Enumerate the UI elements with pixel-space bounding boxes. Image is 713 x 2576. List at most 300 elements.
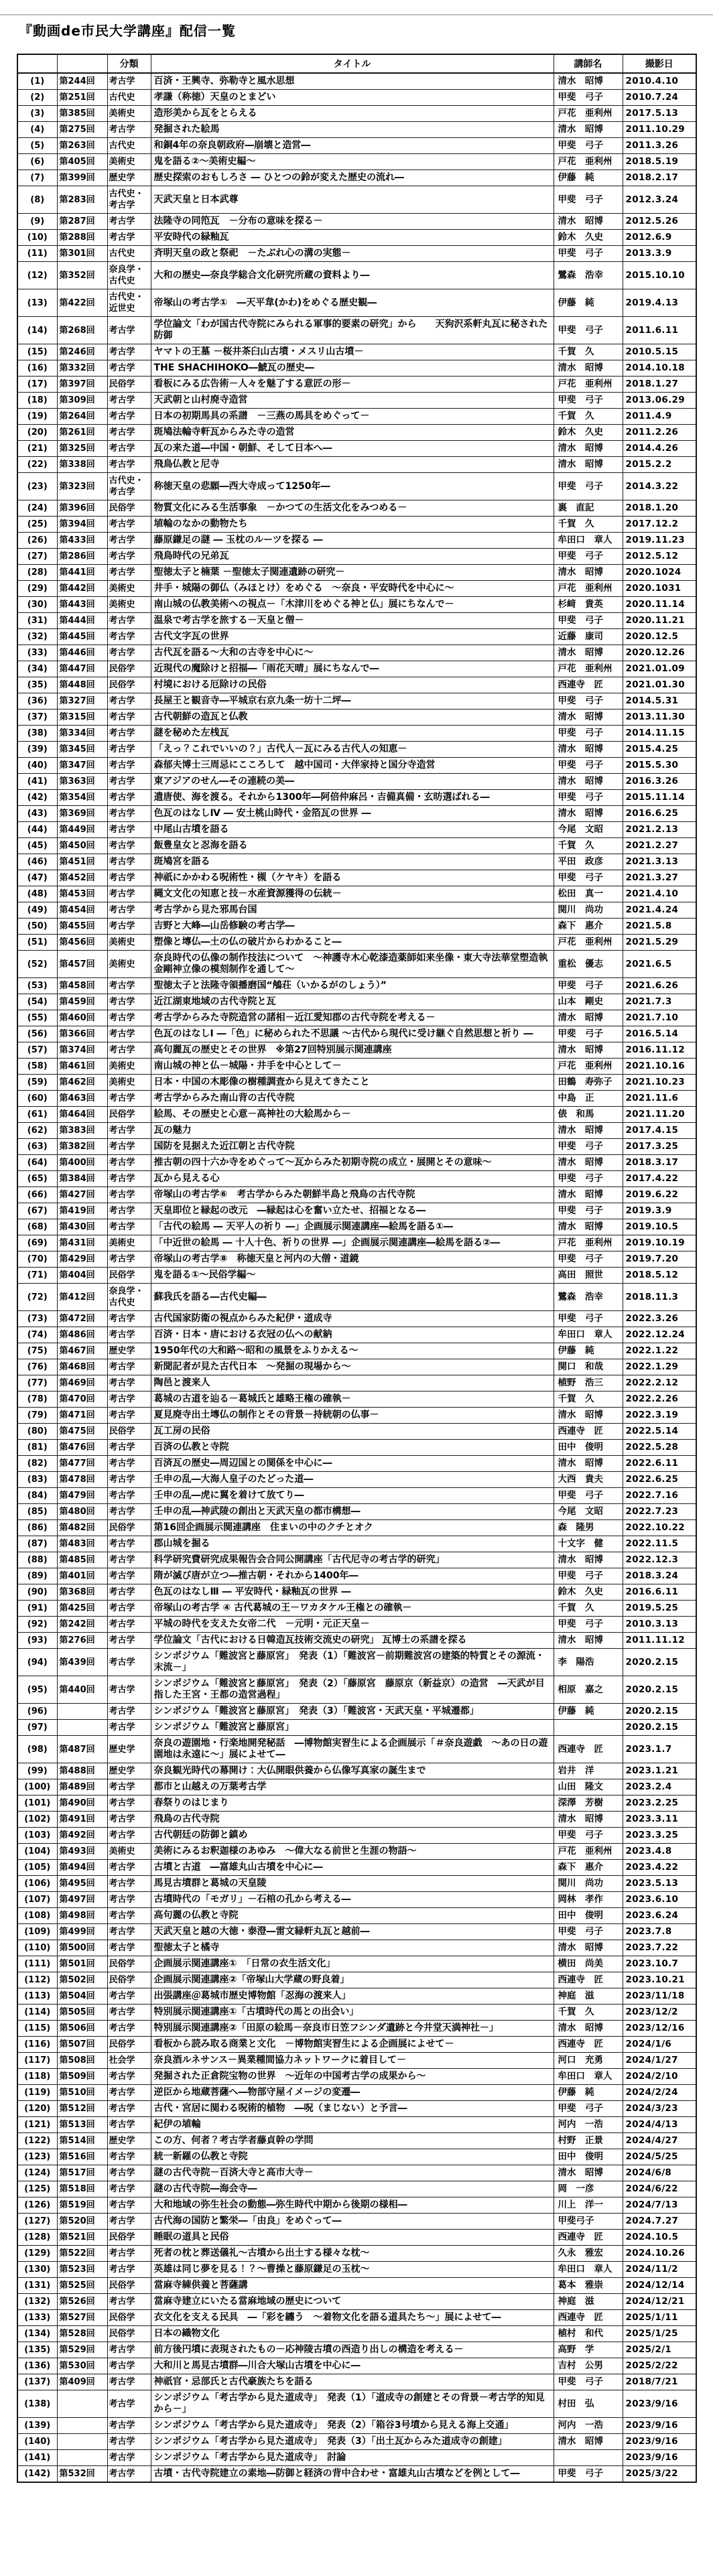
table-row (17, 1892, 696, 1908)
session-cell: 第517回 (57, 2165, 107, 2181)
table-row (17, 677, 696, 693)
title-cell: 當麻寺練供養と菩薩講 (151, 2278, 554, 2294)
date-cell: 2023.10.21 (623, 1972, 696, 1988)
lecturer-cell: 西連寺 匠 (554, 2037, 623, 2053)
date-cell: 2018.3.24 (623, 1568, 696, 1584)
session-cell: 第301回 (57, 246, 107, 262)
table-row (17, 2434, 696, 2450)
category-cell: 民俗学 (107, 377, 151, 393)
table-row (17, 1219, 696, 1235)
table-row (17, 2418, 696, 2434)
date-cell: 2012.3.24 (623, 186, 696, 214)
table-row (17, 645, 696, 661)
session-cell: 第325回 (57, 441, 107, 457)
lecturer-cell: 甲斐 弓子 (554, 1026, 623, 1042)
date-cell: 2025/1/11 (623, 2310, 696, 2326)
table-row (17, 742, 696, 758)
date-cell: 2024/1/27 (623, 2053, 696, 2069)
title-cell: 春祭りのはじまり (151, 1795, 554, 1812)
date-cell: 2018.3.17 (623, 1155, 696, 1171)
title-cell: 聖徳太子と橘寺 (151, 1940, 554, 1956)
category-cell: 考古学 (107, 2294, 151, 2310)
title-cell: 看板にみる広告術－人々を魅了する意匠の形－ (151, 377, 554, 393)
title-cell: 統一新羅の仏教と寺院 (151, 2149, 554, 2165)
title-cell: 壬申の乱―大海人皇子のたどった道― (151, 1472, 554, 1488)
lecturer-cell: 甲斐 弓子 (554, 1203, 623, 1219)
lecturer-cell: 植村 和代 (554, 2326, 623, 2342)
category-cell: 考古学 (107, 870, 151, 886)
title-cell: 称徳天皇の悲願―西大寺成って1250年― (151, 473, 554, 500)
row-number-cell: (76) (17, 1359, 57, 1375)
date-cell: 2024.10.5 (623, 2230, 696, 2246)
session-cell: 第385回 (57, 106, 107, 122)
lecturer-cell: 甲斐 弓子 (554, 317, 623, 344)
category-cell: 考古学 (107, 2434, 151, 2450)
lecturer-cell: 伊藤 純 (554, 289, 623, 317)
row-number-cell: (107) (17, 1892, 57, 1908)
row-number-cell: (9) (17, 214, 57, 230)
title-cell: 大和地域の弥生社会の動態―弥生時代中期から後期の様相― (151, 2197, 554, 2214)
row-number-cell: (125) (17, 2181, 57, 2197)
category-cell: 考古学 (107, 1408, 151, 1424)
lecturer-cell: 甲斐 弓子 (554, 473, 623, 500)
table-row (17, 1649, 696, 1676)
table-row (17, 1472, 696, 1488)
lecturer-cell: 葛本 雅崇 (554, 2278, 623, 2294)
title-cell: 葛城の古道を辿る－葛城氏と雄略王権の確執－ (151, 1392, 554, 1408)
row-number-cell: (47) (17, 870, 57, 886)
date-cell: 2022.2.26 (623, 1392, 696, 1408)
row-number-cell: (22) (17, 457, 57, 473)
category-cell: 考古学 (107, 1828, 151, 1844)
row-number-cell: (89) (17, 1568, 57, 1584)
title-cell: 帝塚山の考古学① ―天平韋(かわ)をめぐる歴史観― (151, 289, 554, 317)
lecturer-cell: 千賀 久 (554, 344, 623, 360)
lecturer-cell (554, 1720, 623, 1736)
session-cell: 第446回 (57, 645, 107, 661)
title-cell: 藤原鎌足の謎 ― 玉枕のルーツを探る ― (151, 533, 554, 549)
lecturer-cell: 田中 俊明 (554, 1440, 623, 1456)
table-row (17, 214, 696, 230)
session-cell: 第288回 (57, 230, 107, 246)
session-cell: 第508回 (57, 2053, 107, 2069)
category-cell: 美術史 (107, 1059, 151, 1075)
row-number-cell: (88) (17, 1552, 57, 1568)
row-number-cell: (10) (17, 230, 57, 246)
title-cell: 古代海の国防と繁栄―「由良」をめぐって― (151, 2214, 554, 2230)
category-cell: 考古学 (107, 1812, 151, 1828)
header-title: タイトル (151, 54, 554, 73)
row-number-cell: (30) (17, 597, 57, 613)
row-number-cell: (100) (17, 1779, 57, 1795)
table-row (17, 774, 696, 790)
date-cell: 2016.6.11 (623, 1584, 696, 1601)
table-row (17, 1795, 696, 1812)
table-row (17, 360, 696, 377)
session-cell: 第405回 (57, 154, 107, 170)
table-row (17, 2053, 696, 2069)
title-cell: 南山城の神と仏－城陽・井手を中心として－ (151, 1059, 554, 1075)
lecturer-cell: 裏 直記 (554, 500, 623, 517)
category-cell: 考古学 (107, 1187, 151, 1203)
row-number-cell: (129) (17, 2246, 57, 2262)
date-cell: 2022.7.16 (623, 1488, 696, 1504)
category-cell: 考古学 (107, 533, 151, 549)
lecturer-cell: 清水 昭博 (554, 1042, 623, 1059)
table-row (17, 2037, 696, 2053)
category-cell: 考古学 (107, 425, 151, 441)
title-cell: 聖徳太子と楠葉 －聖徳太子関連遺跡の研究－ (151, 565, 554, 581)
table-row (17, 1876, 696, 1892)
title-cell: 日本の織物文化 (151, 2326, 554, 2342)
date-cell: 2024/6/22 (623, 2181, 696, 2197)
date-cell: 2011.3.26 (623, 138, 696, 154)
lecturer-cell: 川上 洋一 (554, 2197, 623, 2214)
date-cell: 2022.12.3 (623, 1552, 696, 1568)
session-cell: 第475回 (57, 1424, 107, 1440)
title-cell: 都市と山越えの万葉考古学 (151, 1779, 554, 1795)
date-cell: 2017.12.2 (623, 517, 696, 533)
title-cell: 古墳と古道 ―富雄丸山古墳を中心に― (151, 1860, 554, 1876)
row-number-cell: (7) (17, 170, 57, 186)
table-row (17, 517, 696, 533)
date-cell: 2015.5.30 (623, 758, 696, 774)
lecturer-cell: 甲斐 弓子 (554, 1139, 623, 1155)
lecturer-cell: 清水 昭博 (554, 1187, 623, 1203)
table-row (17, 1155, 696, 1171)
lecturer-cell: 横田 尚美 (554, 1956, 623, 1972)
date-cell: 2021.6.26 (623, 978, 696, 994)
table-row (17, 1456, 696, 1472)
category-cell: 考古学 (107, 565, 151, 581)
table-row (17, 1924, 696, 1940)
table-row (17, 1504, 696, 1520)
date-cell: 2024/12/14 (623, 2278, 696, 2294)
session-cell: 第451回 (57, 854, 107, 870)
date-cell: 2022.11.5 (623, 1536, 696, 1552)
category-cell: 古代史 (107, 246, 151, 262)
title-cell: 鬼を語る①～民俗学編～ (151, 1268, 554, 1284)
row-number-cell: (69) (17, 1235, 57, 1251)
lecturer-cell: 清水 昭博 (554, 1456, 623, 1472)
title-cell: 古墳・古代寺院建立の素地―防御と経済の背中合わせ・富雄丸山古墳などを例として― (151, 2466, 554, 2483)
category-cell: 考古学 (107, 758, 151, 774)
row-number-cell: (11) (17, 246, 57, 262)
title-cell: 帝塚山の考古学⑧ 称徳天皇と河内の大僧・道鏡 (151, 1251, 554, 1268)
lecturer-cell: 西連寺 匠 (554, 1424, 623, 1440)
lecturer-cell: 高田 照世 (554, 1268, 623, 1284)
row-number-cell: (65) (17, 1171, 57, 1187)
session-cell: 第516回 (57, 2149, 107, 2165)
title-cell: 謎の古代寺院―海会寺― (151, 2181, 554, 2197)
title-cell: 平安時代の緑釉瓦 (151, 230, 554, 246)
category-cell: 考古学 (107, 774, 151, 790)
session-cell: 第263回 (57, 138, 107, 154)
date-cell: 2018.5.12 (623, 1268, 696, 1284)
date-cell: 2016.5.14 (623, 1026, 696, 1042)
lecturer-cell: 岡林 孝作 (554, 1892, 623, 1908)
category-cell: 民俗学 (107, 1956, 151, 1972)
date-cell: 2021.2.13 (623, 822, 696, 838)
row-number-cell: (77) (17, 1375, 57, 1392)
table-row (17, 533, 696, 549)
lecturer-cell: 清水 昭博 (554, 1155, 623, 1171)
lecturer-cell: 鈴木 久史 (554, 1584, 623, 1601)
table-row (17, 1940, 696, 1956)
table-row (17, 951, 696, 978)
session-cell: 第440回 (57, 1676, 107, 1704)
lecturer-cell: 牟田口 章人 (554, 2262, 623, 2278)
category-cell: 考古学 (107, 2101, 151, 2117)
table-row (17, 935, 696, 951)
title-cell: 神祇官・忌部氏と古代豪族たちを語る (151, 2374, 554, 2390)
session-cell: 第338回 (57, 457, 107, 473)
session-cell: 第498回 (57, 1908, 107, 1924)
date-cell: 2022.2.12 (623, 1375, 696, 1392)
category-cell: 考古学 (107, 2466, 151, 2483)
title-cell: 特別展示関連講座①「古墳時代の馬との出会い」 (151, 2005, 554, 2021)
date-cell: 2021.7.3 (623, 994, 696, 1010)
session-cell: 第490回 (57, 1795, 107, 1812)
session-cell: 第429回 (57, 1251, 107, 1268)
title-cell: 色瓦のはなしⅠ ―「色」に秘められた不思議 ～古代から現代に受け継ぐ自然思想と祈り ― (151, 1026, 554, 1042)
title-cell: 美術にみるお釈迦様のあゆみ ～偉大なる前世と生涯の物語～ (151, 1844, 554, 1860)
lecturer-cell: 岡 一彦 (554, 2181, 623, 2197)
table-row (17, 726, 696, 742)
category-cell: 考古学 (107, 457, 151, 473)
row-number-cell: (16) (17, 360, 57, 377)
table-row (17, 549, 696, 565)
date-cell: 2012.5.12 (623, 549, 696, 565)
date-cell: 2021.5.8 (623, 919, 696, 935)
table-row (17, 473, 696, 500)
row-number-cell: (142) (17, 2466, 57, 2483)
title-cell: シンポジウム「考古学から見た道成寺」 発表（1）「道成寺の創建とその背景－考古学的知見から－」 (151, 2390, 554, 2418)
session-cell: 第445回 (57, 629, 107, 645)
date-cell: 2024.10.26 (623, 2246, 696, 2262)
lecturer-cell: 田鶴 寿弥子 (554, 1075, 623, 1091)
table-row (17, 629, 696, 645)
session-cell: 第480回 (57, 1504, 107, 1520)
date-cell: 2021.01.30 (623, 677, 696, 693)
category-cell: 考古学 (107, 1676, 151, 1704)
row-number-cell: (136) (17, 2358, 57, 2374)
session-cell: 第401回 (57, 1568, 107, 1584)
date-cell: 2023/12/2 (623, 2005, 696, 2021)
table-row (17, 154, 696, 170)
session-cell: 第483回 (57, 1536, 107, 1552)
session-cell: 第400回 (57, 1155, 107, 1171)
category-cell: 考古学 (107, 1123, 151, 1139)
date-cell: 2024/12/21 (623, 2294, 696, 2310)
date-cell: 2023.4.22 (623, 1860, 696, 1876)
session-cell: 第495回 (57, 1876, 107, 1892)
category-cell: 考古学 (107, 1359, 151, 1375)
lecture-list-table (17, 54, 697, 2483)
title-cell: 逆臣から地蔵菩薩へ―物部守屋イメージの変遷― (151, 2085, 554, 2101)
date-cell: 2024.7.27 (623, 2214, 696, 2230)
session-cell: 第332回 (57, 360, 107, 377)
lecturer-cell: 久永 雅宏 (554, 2246, 623, 2262)
title-cell: 新聞記者が見た古代日本 ～発掘の現場から～ (151, 1359, 554, 1375)
date-cell: 2013.06.29 (623, 393, 696, 409)
date-cell: 2015.10.10 (623, 262, 696, 289)
table-row (17, 2005, 696, 2021)
session-cell: 第369回 (57, 806, 107, 822)
title-cell: 東アジアのせん―その連続の美― (151, 774, 554, 790)
session-cell: 第334回 (57, 726, 107, 742)
category-cell: 考古学 (107, 2262, 151, 2278)
session-cell: 第469回 (57, 1375, 107, 1392)
date-cell: 2023/12/16 (623, 2021, 696, 2037)
title-cell: 長屋王と観音寺―平城京右京九条一坊十二坪― (151, 693, 554, 709)
row-number-cell: (41) (17, 774, 57, 790)
title-cell: 死者の枕と葬送儀礼～古墳から出土する様々な枕～ (151, 2246, 554, 2262)
table-row (17, 1601, 696, 1617)
row-number-cell: (121) (17, 2117, 57, 2133)
row-number-cell: (140) (17, 2434, 57, 2450)
category-cell: 考古学 (107, 1026, 151, 1042)
table-row (17, 790, 696, 806)
table-row (17, 2085, 696, 2101)
date-cell: 2023/9/16 (623, 2418, 696, 2434)
date-cell: 2021.6.5 (623, 951, 696, 978)
category-cell: 考古学 (107, 2069, 151, 2085)
title-cell: 英雄は同じ夢を見る！？～曹操と藤原鎌足の玉枕～ (151, 2262, 554, 2278)
category-cell: 考古学 (107, 2358, 151, 2374)
category-cell: 歴史学 (107, 1343, 151, 1359)
lecturer-cell: 牟田口 章人 (554, 1327, 623, 1343)
title-cell: 衣文化を支える民具 ―「彩を纏う ～着物文化を語る道具たち～」展によせて― (151, 2310, 554, 2326)
row-number-cell: (13) (17, 289, 57, 317)
session-cell: 第397回 (57, 377, 107, 393)
lecturer-cell: 鈴木 久史 (554, 230, 623, 246)
date-cell: 2013.3.9 (623, 246, 696, 262)
row-number-cell: (81) (17, 1440, 57, 1456)
category-cell: 考古学 (107, 1876, 151, 1892)
table-row (17, 806, 696, 822)
session-cell: 第327回 (57, 693, 107, 709)
date-cell: 2011.2.26 (623, 425, 696, 441)
session-cell: 第519回 (57, 2197, 107, 2214)
category-cell: 考古学 (107, 122, 151, 138)
row-number-cell: (137) (17, 2374, 57, 2390)
title-cell: 企画展示関連講座②「帝塚山大学蔵の野良着」 (151, 1972, 554, 1988)
category-cell: 民俗学 (107, 1268, 151, 1284)
title-cell: 大和川と馬見古墳群―川合大塚山古墳を中心に― (151, 2358, 554, 2374)
lecturer-cell: 甲斐 弓子 (554, 758, 623, 774)
category-cell: 考古学 (107, 1617, 151, 1633)
row-number-cell: (45) (17, 838, 57, 854)
row-number-cell: (12) (17, 262, 57, 289)
session-cell: 第399回 (57, 170, 107, 186)
table-row (17, 2294, 696, 2310)
date-cell: 2022.5.14 (623, 1424, 696, 1440)
lecturer-cell: 甲斐 弓子 (554, 1617, 623, 1633)
title-cell: 学位論文「わが国古代寺院にみられる軍事的要素の研究」から 天狗沢系軒丸瓦に秘された防御 (151, 317, 554, 344)
table-row (17, 870, 696, 886)
lecturer-cell: 清水 昭博 (554, 457, 623, 473)
category-cell: 考古学 (107, 1488, 151, 1504)
category-cell: 考古学 (107, 441, 151, 457)
row-number-cell: (120) (17, 2101, 57, 2117)
date-cell: 2025/1/25 (623, 2326, 696, 2342)
date-cell: 2018/7/21 (623, 2374, 696, 2390)
row-number-cell: (25) (17, 517, 57, 533)
row-number-cell: (33) (17, 645, 57, 661)
row-number-cell: (78) (17, 1392, 57, 1408)
category-cell: 考古学 (107, 517, 151, 533)
session-cell: 第323回 (57, 473, 107, 500)
row-number-cell: (55) (17, 1010, 57, 1026)
category-cell: 考古学 (107, 1456, 151, 1472)
row-number-cell: (122) (17, 2133, 57, 2149)
session-cell: 第462回 (57, 1075, 107, 1091)
lecturer-cell: 清水 昭博 (554, 742, 623, 758)
date-cell: 2022.5.28 (623, 1440, 696, 1456)
lecturer-cell: 甲斐 弓子 (554, 549, 623, 565)
category-cell: 民俗学 (107, 1520, 151, 1536)
category-cell: 考古学 (107, 1251, 151, 1268)
title-cell: 百済・王興寺、弥勒寺と風水思想 (151, 73, 554, 90)
date-cell: 2019.10.19 (623, 1235, 696, 1251)
title-cell: 百済・日本・唐における衣冠の仏への献納 (151, 1327, 554, 1343)
table-row (17, 262, 696, 289)
row-number-cell: (17) (17, 377, 57, 393)
row-number-cell: (53) (17, 978, 57, 994)
title-cell: 第16回企画展示関連講座 住まいの中のクチとオク (151, 1520, 554, 1536)
row-number-cell: (3) (17, 106, 57, 122)
session-cell: 第447回 (57, 661, 107, 677)
category-cell: 歴史学 (107, 2133, 151, 2149)
lecturer-cell: 伊藤 純 (554, 1343, 623, 1359)
session-cell: 第460回 (57, 1010, 107, 1026)
title-cell: ヤマトの王墓 －桜井茶臼山古墳・メスリ山古墳－ (151, 344, 554, 360)
title-cell: 近江湖東地域の古代寺院と瓦 (151, 994, 554, 1010)
title-cell: 絵馬、その歴史と心意－高神社の大絵馬から－ (151, 1107, 554, 1123)
row-number-cell: (109) (17, 1924, 57, 1940)
session-cell: 第409回 (57, 2374, 107, 2390)
date-cell: 2023.1.7 (623, 1736, 696, 1763)
lecturer-cell: 河内 一浩 (554, 2418, 623, 2434)
session-cell: 第315回 (57, 709, 107, 726)
lecturer-cell: 森下 惠介 (554, 1860, 623, 1876)
date-cell: 2014.4.26 (623, 441, 696, 457)
table-row (17, 1408, 696, 1424)
page-title: 『動画de市民大学講座』配信一覧 (19, 23, 236, 39)
lecturer-cell: 吉村 公男 (554, 2358, 623, 2374)
title-cell: 高句麗の仏教と寺院 (151, 1908, 554, 1924)
date-cell: 2020.2.15 (623, 1676, 696, 1704)
table-row (17, 1536, 696, 1552)
session-cell: 第425回 (57, 1601, 107, 1617)
date-cell: 2022.3.19 (623, 1408, 696, 1424)
row-number-cell: (111) (17, 1956, 57, 1972)
session-cell: 第439回 (57, 1649, 107, 1676)
row-number-cell: (139) (17, 2418, 57, 2434)
category-cell: 考古学 (107, 1472, 151, 1488)
category-cell: 考古学 (107, 409, 151, 425)
table-row (17, 978, 696, 994)
table-row (17, 2466, 696, 2483)
lecturer-cell: 今尾 文昭 (554, 1504, 623, 1520)
row-number-cell: (80) (17, 1424, 57, 1440)
lecturer-cell: 関川 尚功 (554, 1876, 623, 1892)
title-cell: 百済の仏教と寺院 (151, 1440, 554, 1456)
session-cell: 第521回 (57, 2230, 107, 2246)
row-number-cell: (84) (17, 1488, 57, 1504)
title-cell: 推古朝の四十六か寺をめぐって～瓦からみた初期寺院の成立・展開とその意味～ (151, 1155, 554, 1171)
